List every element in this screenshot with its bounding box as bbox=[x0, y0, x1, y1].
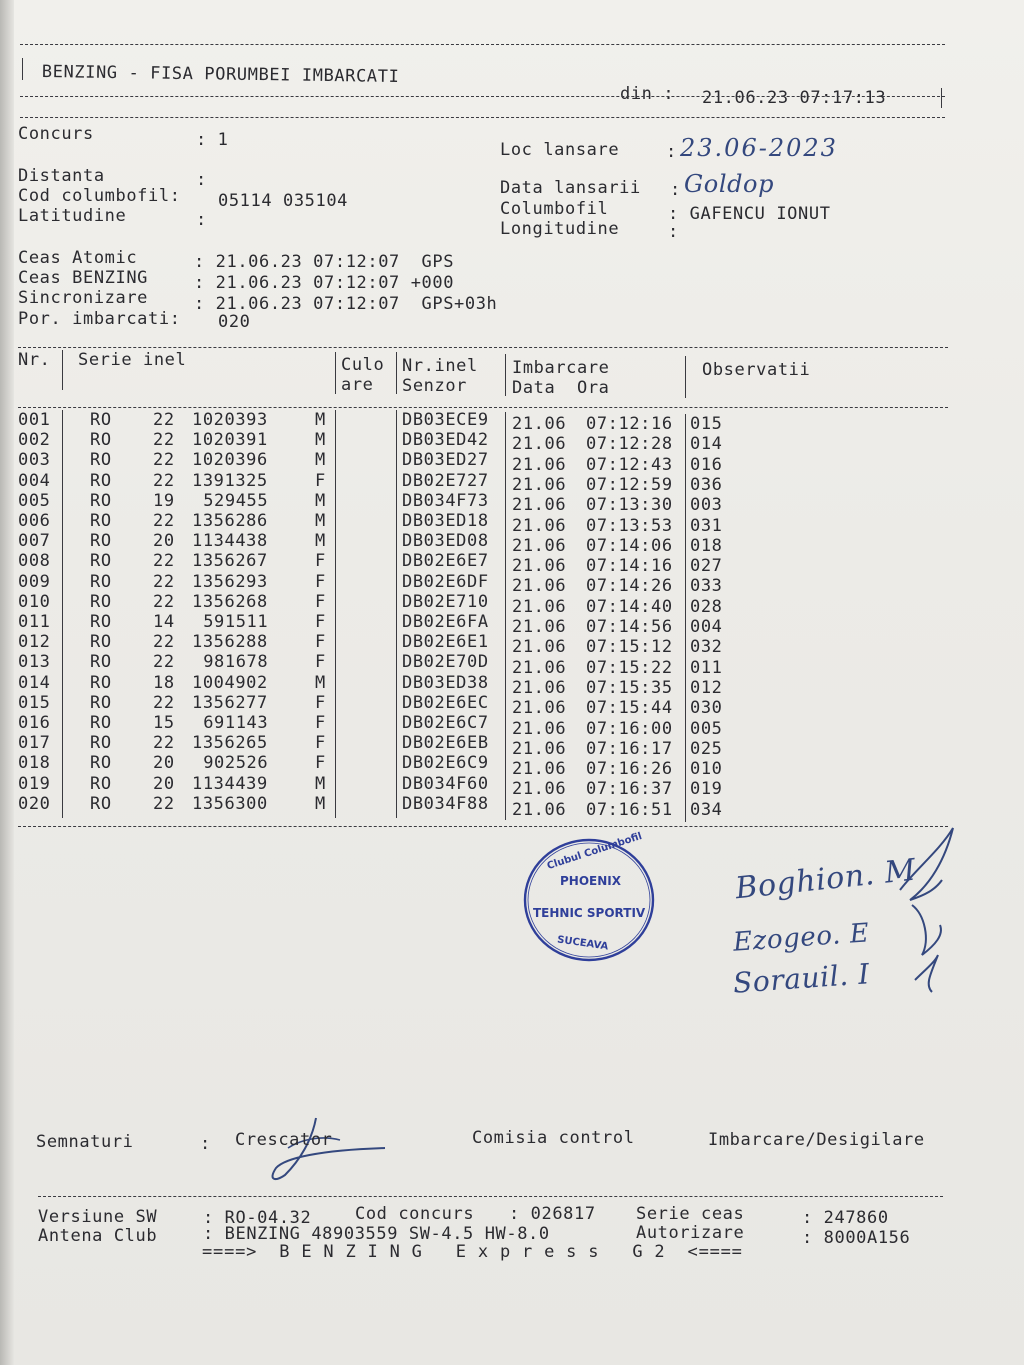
stamp-name: PHOENIX bbox=[560, 874, 621, 888]
cell-country-code: RO bbox=[90, 531, 112, 552]
loc-lansare-colon: : bbox=[666, 142, 677, 162]
cell-country-code: RO bbox=[90, 410, 112, 430]
body-divider-senzor bbox=[505, 412, 506, 820]
cell-ring-number: 529455 bbox=[203, 490, 269, 511]
cell-observation: 018 bbox=[690, 535, 723, 556]
ceas-atomic-label: Ceas Atomic bbox=[18, 248, 138, 268]
cell-boarding-time: 07:12:59 bbox=[586, 474, 673, 495]
cell-country-code: RO bbox=[90, 733, 112, 754]
cell-country-code: RO bbox=[90, 753, 112, 774]
cell-sex: M bbox=[315, 773, 326, 794]
cell-boarding-date: 21.06 bbox=[512, 738, 567, 759]
cell-country-code: RO bbox=[90, 430, 112, 451]
cell-boarding-time: 07:15:44 bbox=[586, 698, 673, 719]
cell-country-code: RO bbox=[90, 672, 112, 693]
header-bottom-rule bbox=[20, 117, 945, 118]
cell-ring-number: 691143 bbox=[203, 713, 269, 733]
cell-row-number: 011 bbox=[18, 612, 51, 632]
cell-sex: F bbox=[315, 591, 326, 612]
cell-ring-number: 1356267 bbox=[192, 551, 268, 572]
cell-observation: 015 bbox=[690, 414, 723, 434]
cell-observation: 034 bbox=[690, 799, 723, 820]
cell-observation: 032 bbox=[690, 637, 723, 658]
cell-sex: F bbox=[315, 632, 326, 653]
cell-sensor-ring: DB03ECE9 bbox=[402, 410, 489, 430]
cell-sensor-ring: DB03ED18 bbox=[402, 511, 489, 531]
cell-sex: M bbox=[315, 531, 326, 552]
longitudine-label: Longitudine bbox=[500, 219, 620, 239]
crescator-label: Crescator bbox=[235, 1130, 333, 1150]
table-row bbox=[0, 793, 1024, 820]
concurs-label: Concurs bbox=[18, 124, 94, 144]
cell-sensor-ring: DB02E6E1 bbox=[402, 632, 489, 653]
din-value: 21.06.23 07:17:13 bbox=[702, 88, 887, 108]
cod-concurs-value: : 026817 bbox=[509, 1204, 596, 1224]
loc-lansare-handwritten: 23.06-2023 bbox=[680, 134, 838, 162]
cell-row-number: 010 bbox=[18, 591, 51, 612]
cell-ring-number: 1356286 bbox=[192, 511, 268, 531]
cell-ring-year: 20 bbox=[153, 531, 175, 552]
col-culoare-header-2: are bbox=[341, 375, 374, 395]
cell-row-number: 001 bbox=[18, 410, 51, 430]
cell-observation: 012 bbox=[690, 677, 723, 698]
cell-observation: 028 bbox=[690, 596, 723, 617]
col-serie-header: Serie inel bbox=[78, 350, 187, 370]
cell-observation: 010 bbox=[690, 759, 723, 780]
cell-ring-year: 19 bbox=[153, 490, 175, 511]
col-senzor-header-1: Nr.inel bbox=[402, 356, 478, 376]
stamp-subtitle: TEHNIC SPORTIV bbox=[533, 906, 646, 920]
semnaturi-label: Semnaturi bbox=[36, 1132, 134, 1152]
cell-sensor-ring: DB02E6FA bbox=[402, 612, 489, 632]
cell-ring-number: 981678 bbox=[203, 652, 269, 673]
cell-row-number: 006 bbox=[18, 511, 51, 531]
cell-ring-year: 22 bbox=[153, 571, 175, 592]
cell-row-number: 019 bbox=[18, 773, 51, 794]
cell-boarding-date: 21.06 bbox=[512, 799, 567, 820]
cell-row-number: 007 bbox=[18, 531, 51, 552]
cell-ring-number: 1356293 bbox=[192, 571, 268, 592]
cell-boarding-time: 07:13:53 bbox=[586, 515, 673, 536]
cell-sex: M bbox=[315, 410, 326, 430]
table-row bbox=[0, 713, 1024, 739]
header-divider-senzor bbox=[505, 354, 506, 396]
cell-row-number: 018 bbox=[18, 753, 51, 774]
cell-boarding-date: 21.06 bbox=[512, 576, 567, 597]
serie-ceas-label: Serie ceas bbox=[636, 1204, 745, 1224]
cell-observation: 004 bbox=[690, 617, 723, 638]
col-observatii-header: Observatii bbox=[702, 360, 811, 380]
cell-boarding-date: 21.06 bbox=[512, 596, 567, 617]
ceas-benzing-label: Ceas BENZING bbox=[18, 268, 149, 288]
cell-boarding-date: 21.06 bbox=[512, 718, 567, 739]
ceas-atomic-value: : 21.06.23 07:12:07 GPS bbox=[194, 252, 455, 272]
cell-row-number: 009 bbox=[18, 571, 51, 592]
cell-sex: F bbox=[315, 713, 326, 733]
cell-ring-number: 1356300 bbox=[192, 793, 268, 814]
cell-row-number: 014 bbox=[18, 672, 51, 693]
cell-ring-year: 22 bbox=[153, 511, 175, 531]
table-row bbox=[0, 450, 1024, 475]
table-row bbox=[0, 632, 1024, 658]
cell-country-code: RO bbox=[90, 773, 112, 794]
cell-boarding-time: 07:14:40 bbox=[586, 596, 673, 617]
cell-row-number: 012 bbox=[18, 632, 51, 653]
cell-country-code: RO bbox=[90, 793, 112, 814]
header-divider-culoare bbox=[396, 352, 397, 394]
header-divider-nr bbox=[62, 350, 63, 390]
cell-country-code: RO bbox=[90, 470, 112, 491]
serie-ceas-value: : 247860 bbox=[802, 1208, 889, 1228]
cell-ring-year: 22 bbox=[153, 733, 175, 754]
cell-sex: M bbox=[315, 430, 326, 451]
latitudine-value: : bbox=[196, 210, 207, 230]
cell-boarding-date: 21.06 bbox=[512, 779, 567, 800]
cell-boarding-time: 07:16:51 bbox=[586, 799, 673, 820]
concurs-value: : 1 bbox=[196, 130, 229, 150]
cell-sensor-ring: DB034F88 bbox=[402, 793, 489, 814]
data-lansarii-handwritten: Goldop bbox=[684, 170, 775, 198]
header-divider-imbarcare bbox=[685, 356, 686, 398]
data-lansarii-label: Data lansarii bbox=[500, 178, 641, 198]
stamp-bottom-text: SUCEAVA bbox=[556, 934, 609, 953]
cell-observation: 025 bbox=[690, 738, 723, 759]
table-row bbox=[0, 490, 1024, 516]
cell-boarding-time: 07:12:28 bbox=[586, 434, 673, 455]
cell-boarding-date: 21.06 bbox=[512, 698, 567, 719]
cell-boarding-time: 07:14:16 bbox=[586, 556, 673, 577]
header-left-bar bbox=[22, 58, 23, 80]
commission-signature-3: Sorauil. I bbox=[731, 957, 871, 1000]
cell-row-number: 013 bbox=[18, 652, 51, 673]
body-divider-serie bbox=[335, 410, 336, 818]
cell-country-code: RO bbox=[90, 612, 112, 632]
cod-columbofil-label: Cod columbofil: bbox=[18, 186, 181, 206]
cell-sex: M bbox=[315, 450, 326, 471]
cell-boarding-date: 21.06 bbox=[512, 556, 567, 577]
cell-boarding-time: 07:16:37 bbox=[586, 779, 673, 800]
cell-boarding-date: 21.06 bbox=[512, 515, 567, 536]
club-stamp bbox=[523, 830, 655, 962]
cell-country-code: RO bbox=[90, 571, 112, 592]
footer-top-rule bbox=[38, 1196, 943, 1197]
table-row bbox=[0, 612, 1024, 638]
cell-boarding-date: 21.06 bbox=[512, 759, 567, 780]
table-row bbox=[0, 733, 1024, 759]
cell-sex: F bbox=[315, 612, 326, 632]
cell-country-code: RO bbox=[90, 632, 112, 653]
versiune-sw-value: : RO-04.32 bbox=[203, 1208, 312, 1228]
cell-ring-number: 591511 bbox=[203, 612, 269, 632]
cell-row-number: 016 bbox=[18, 713, 51, 733]
table-row bbox=[0, 692, 1024, 719]
cell-row-number: 004 bbox=[18, 470, 51, 491]
cell-ring-year: 22 bbox=[153, 450, 175, 471]
cell-sex: F bbox=[315, 692, 326, 713]
cell-sensor-ring: DB02E6C9 bbox=[402, 753, 489, 774]
table-row bbox=[0, 470, 1024, 495]
cell-ring-year: 20 bbox=[153, 773, 175, 794]
longitudine-value: : bbox=[668, 222, 679, 242]
cell-observation: 019 bbox=[690, 779, 723, 800]
cell-sensor-ring: DB034F73 bbox=[402, 490, 489, 511]
cell-ring-year: 22 bbox=[153, 632, 175, 653]
cell-boarding-date: 21.06 bbox=[512, 617, 567, 638]
cell-sensor-ring: DB02E6E7 bbox=[402, 551, 489, 572]
cell-boarding-date: 21.06 bbox=[512, 474, 567, 495]
cell-boarding-date: 21.06 bbox=[512, 434, 567, 455]
body-divider-nr bbox=[62, 410, 63, 818]
cell-ring-year: 18 bbox=[153, 672, 175, 693]
cell-ring-year: 14 bbox=[153, 612, 175, 632]
table-header-rule bbox=[18, 407, 948, 408]
table-row bbox=[0, 410, 1024, 434]
cell-boarding-time: 07:16:17 bbox=[586, 738, 673, 759]
cell-country-code: RO bbox=[90, 692, 112, 713]
cell-ring-number: 1020396 bbox=[192, 450, 268, 471]
cell-sensor-ring: DB03ED38 bbox=[402, 672, 489, 693]
table-row bbox=[0, 591, 1024, 617]
cell-row-number: 002 bbox=[18, 430, 51, 451]
autorizare-label: Autorizare bbox=[636, 1223, 745, 1243]
cell-ring-number: 1356277 bbox=[192, 692, 268, 713]
stamp-top-text: Clubul Columbofil bbox=[545, 830, 644, 873]
cell-ring-number: 1356288 bbox=[192, 632, 268, 653]
cell-boarding-time: 07:15:12 bbox=[586, 637, 673, 658]
table-row bbox=[0, 531, 1024, 556]
antena-club-label: Antena Club bbox=[38, 1226, 158, 1246]
cell-sex: M bbox=[315, 490, 326, 511]
cell-sex: F bbox=[315, 470, 326, 491]
cell-sensor-ring: DB02E710 bbox=[402, 591, 489, 612]
cell-ring-year: 22 bbox=[153, 470, 175, 491]
cell-sensor-ring: DB02E6DF bbox=[402, 571, 489, 592]
imbarcare-desigilare-label: Imbarcare/Desigilare bbox=[708, 1130, 925, 1150]
versiune-sw-label: Versiune SW bbox=[38, 1207, 158, 1227]
cell-row-number: 017 bbox=[18, 733, 51, 754]
col-imbarcare-header-1: Imbarcare bbox=[512, 358, 610, 378]
col-senzor-header-2: Senzor bbox=[402, 376, 468, 396]
cell-boarding-time: 07:15:22 bbox=[586, 657, 673, 678]
cell-row-number: 020 bbox=[18, 793, 51, 814]
cell-sensor-ring: DB02E727 bbox=[402, 470, 489, 491]
cell-ring-year: 20 bbox=[153, 753, 175, 774]
por-imbarcati-value: 020 bbox=[218, 312, 251, 332]
cell-boarding-time: 07:12:43 bbox=[586, 454, 673, 475]
cell-observation: 005 bbox=[690, 718, 723, 739]
cell-sex: F bbox=[315, 571, 326, 592]
header-right-bar bbox=[941, 88, 942, 108]
table-row bbox=[0, 551, 1024, 577]
col-culoare-header-1: Culo bbox=[341, 355, 385, 375]
document-title: BENZING - FISA PORUMBEI IMBARCATI bbox=[41, 62, 400, 87]
cell-observation: 036 bbox=[690, 474, 723, 495]
columbofil-value: : GAFENCU IONUT bbox=[668, 204, 831, 224]
table-row bbox=[0, 652, 1024, 678]
cell-ring-year: 22 bbox=[153, 793, 175, 814]
cell-country-code: RO bbox=[90, 652, 112, 673]
cell-boarding-time: 07:14:06 bbox=[586, 535, 673, 556]
cell-boarding-time: 07:14:26 bbox=[586, 576, 673, 597]
cell-ring-year: 22 bbox=[153, 551, 175, 572]
cell-observation: 030 bbox=[690, 698, 723, 719]
cell-sensor-ring: DB02E6EB bbox=[402, 733, 489, 754]
cell-sex: F bbox=[315, 652, 326, 673]
cell-ring-number: 902526 bbox=[203, 753, 269, 774]
cell-ring-number: 1020393 bbox=[192, 410, 268, 430]
cell-boarding-date: 21.06 bbox=[512, 657, 567, 678]
cell-sex: M bbox=[315, 672, 326, 693]
cell-observation: 003 bbox=[690, 495, 723, 516]
cell-row-number: 015 bbox=[18, 692, 51, 713]
cell-boarding-date: 21.06 bbox=[512, 535, 567, 556]
sincronizare-value: : 21.06.23 07:12:07 GPS+03h bbox=[194, 294, 498, 314]
benzing-banner: ====> B E N Z I N G E x p r e s s G 2 <==== bbox=[202, 1242, 743, 1262]
table-row bbox=[0, 753, 1024, 780]
cell-boarding-date: 21.06 bbox=[512, 454, 567, 475]
cell-boarding-time: 07:15:35 bbox=[586, 677, 673, 698]
cell-boarding-date: 21.06 bbox=[512, 414, 567, 434]
cell-boarding-date: 21.06 bbox=[512, 495, 567, 516]
cell-ring-number: 1356268 bbox=[192, 591, 268, 612]
cell-boarding-time: 07:12:16 bbox=[586, 414, 673, 434]
body-divider-culoare bbox=[396, 410, 397, 818]
body-divider-imbarcare bbox=[685, 414, 686, 822]
cell-observation: 033 bbox=[690, 576, 723, 597]
cell-country-code: RO bbox=[90, 591, 112, 612]
semnaturi-colon: : bbox=[200, 1134, 211, 1154]
table-row bbox=[0, 511, 1024, 536]
cell-boarding-time: 07:14:56 bbox=[586, 617, 673, 638]
distanta-label: Distanta bbox=[18, 166, 105, 186]
din-label: din : bbox=[620, 84, 675, 104]
table-row bbox=[0, 773, 1024, 800]
header-mid-rule bbox=[20, 96, 945, 97]
cell-sensor-ring: DB03ED42 bbox=[402, 430, 489, 451]
cell-sensor-ring: DB02E70D bbox=[402, 652, 489, 673]
cell-boarding-time: 07:13:30 bbox=[586, 495, 673, 516]
table-row bbox=[0, 571, 1024, 597]
data-lansarii-colon: : bbox=[670, 180, 681, 200]
cell-sensor-ring: DB03ED08 bbox=[402, 531, 489, 552]
antena-club-value: : BENZING 48903559 SW-4.5 HW-8.0 bbox=[203, 1224, 550, 1244]
cell-ring-number: 1134439 bbox=[192, 773, 268, 794]
ceas-benzing-value: : 21.06.23 07:12:07 +000 bbox=[194, 273, 455, 293]
table-top-rule bbox=[18, 347, 948, 348]
sincronizare-label: Sincronizare bbox=[18, 288, 149, 308]
cell-ring-number: 1391325 bbox=[192, 470, 268, 491]
cell-boarding-date: 21.06 bbox=[512, 677, 567, 698]
cell-sex: M bbox=[315, 793, 326, 814]
table-row bbox=[0, 672, 1024, 698]
latitudine-label: Latitudine bbox=[18, 206, 127, 226]
cell-row-number: 003 bbox=[18, 450, 51, 471]
comisia-control-label: Comisia control bbox=[472, 1128, 635, 1148]
cell-ring-number: 1356265 bbox=[192, 733, 268, 754]
cell-country-code: RO bbox=[90, 713, 112, 733]
cell-row-number: 008 bbox=[18, 551, 51, 572]
col-nr-header: Nr. bbox=[18, 350, 51, 370]
commission-signature-1: Boghion. M bbox=[733, 852, 918, 907]
cod-columbofil-value: 05114 035104 bbox=[218, 191, 349, 211]
cell-country-code: RO bbox=[90, 551, 112, 572]
cell-sensor-ring: DB03ED27 bbox=[402, 450, 489, 471]
header-top-rule bbox=[20, 44, 945, 45]
columbofil-label: Columbofil bbox=[500, 199, 609, 219]
autorizare-value: : 8000A156 bbox=[802, 1228, 911, 1248]
cell-sex: F bbox=[315, 551, 326, 572]
por-imbarcati-label: Por. imbarcati: bbox=[18, 309, 181, 329]
cell-ring-number: 1134438 bbox=[192, 531, 268, 552]
cell-country-code: RO bbox=[90, 450, 112, 471]
cell-ring-year: 22 bbox=[153, 430, 175, 451]
cell-ring-number: 1004902 bbox=[192, 672, 268, 693]
cell-observation: 014 bbox=[690, 434, 723, 455]
table-row bbox=[0, 430, 1024, 455]
commission-signature-2: Ezogeo. E bbox=[732, 918, 871, 958]
header-divider-serie bbox=[335, 352, 336, 394]
cell-observation: 031 bbox=[690, 515, 723, 536]
cod-concurs-label: Cod concurs bbox=[355, 1204, 475, 1224]
cell-boarding-time: 07:16:26 bbox=[586, 759, 673, 780]
cell-ring-year: 22 bbox=[153, 591, 175, 612]
cell-sensor-ring: DB02E6EC bbox=[402, 692, 489, 713]
cell-ring-year: 15 bbox=[153, 713, 175, 733]
cell-sensor-ring: DB034F60 bbox=[402, 773, 489, 794]
cell-country-code: RO bbox=[90, 511, 112, 531]
cell-boarding-time: 07:16:00 bbox=[586, 718, 673, 739]
cell-sensor-ring: DB02E6C7 bbox=[402, 713, 489, 733]
cell-ring-number: 1020391 bbox=[192, 430, 268, 451]
loc-lansare-label: Loc lansare bbox=[500, 140, 620, 160]
cell-sex: M bbox=[315, 511, 326, 531]
cell-country-code: RO bbox=[90, 490, 112, 511]
distanta-value: : bbox=[196, 170, 207, 190]
cell-observation: 027 bbox=[690, 556, 723, 577]
table-bottom-rule bbox=[18, 826, 948, 827]
cell-sex: F bbox=[315, 753, 326, 774]
cell-sex: F bbox=[315, 733, 326, 754]
cell-ring-year: 22 bbox=[153, 652, 175, 673]
cell-observation: 016 bbox=[690, 454, 723, 475]
cell-observation: 011 bbox=[690, 657, 723, 678]
cell-boarding-date: 21.06 bbox=[512, 637, 567, 658]
cell-ring-year: 22 bbox=[153, 410, 175, 430]
cell-ring-year: 22 bbox=[153, 692, 175, 713]
cell-row-number: 005 bbox=[18, 490, 51, 511]
col-imbarcare-header-2: Data Ora bbox=[512, 378, 610, 398]
